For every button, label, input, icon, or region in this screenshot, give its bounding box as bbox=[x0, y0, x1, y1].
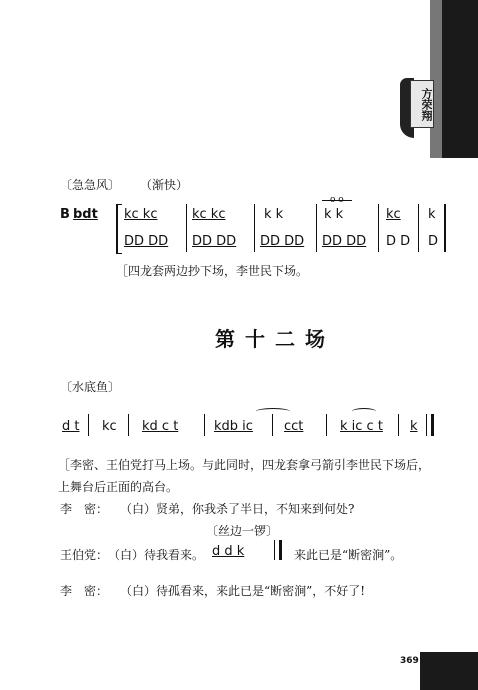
notation-mark: o o bbox=[330, 195, 344, 205]
edge-band bbox=[430, 0, 478, 158]
slur-mark bbox=[352, 408, 376, 415]
tune1-name: 〔急急风〕 bbox=[60, 178, 121, 192]
page-number-tab bbox=[420, 652, 478, 690]
system-bracket bbox=[116, 204, 122, 254]
dialogue-3-text: （白）待孤看来，来此已是“断密涧”，不好了! bbox=[120, 584, 366, 598]
lower-measure-4: DD DD bbox=[322, 234, 367, 249]
dialogue-2-text-b: 来此已是“断密涧”。 bbox=[294, 548, 403, 562]
barline bbox=[88, 414, 89, 436]
speaker-li-mi: 李 密： bbox=[60, 502, 109, 516]
key-label: B bbox=[60, 207, 70, 222]
barline bbox=[316, 204, 317, 252]
key-notes: bdt bbox=[73, 207, 98, 222]
stage-direction-1: ［四龙套两边抄下场，李世民下场。 bbox=[116, 264, 309, 278]
upper-measure-4: k k bbox=[324, 207, 344, 222]
slur-mark bbox=[256, 408, 290, 415]
tune2-measure-2: kc bbox=[102, 419, 117, 434]
final-barline bbox=[426, 414, 434, 436]
tune2-measure-4: kdb ic bbox=[214, 419, 253, 434]
barline bbox=[418, 204, 419, 252]
tune2-measure-3: kd c t bbox=[142, 419, 179, 434]
lower-measure-6: D bbox=[428, 234, 439, 249]
edge-band-light bbox=[430, 0, 442, 158]
lower-measure-2: DD DD bbox=[192, 234, 237, 249]
tune2-measure-5: cct bbox=[284, 419, 304, 434]
lower-measure-3: DD DD bbox=[260, 234, 305, 249]
upper-measure-2: kc kc bbox=[192, 207, 226, 222]
final-barline bbox=[274, 540, 282, 560]
barline bbox=[254, 204, 255, 252]
barline bbox=[272, 414, 273, 436]
stage-direction-2-line2: 上舞台后正面的高台。 bbox=[58, 480, 179, 494]
barline bbox=[128, 414, 129, 436]
upper-measure-3: k k bbox=[264, 207, 284, 222]
lower-measure-1: DD DD bbox=[124, 234, 169, 249]
barline bbox=[378, 204, 379, 252]
percussion-cue: 〔丝边一锣〕 bbox=[206, 524, 279, 538]
upper-measure-1: kc kc bbox=[124, 207, 158, 222]
barline bbox=[186, 204, 187, 252]
final-barline bbox=[444, 204, 446, 252]
scene-title: 第十二场 bbox=[215, 327, 335, 351]
dialogue-2-notes: d d k bbox=[212, 544, 245, 559]
tune1-tempo: （渐快） bbox=[140, 178, 189, 192]
dialogue-1-text: （白）贤弟，你我杀了半日，不知来到何处? bbox=[120, 502, 355, 516]
tune2-measure-7: k bbox=[410, 419, 418, 434]
lower-measure-5: D D bbox=[386, 234, 411, 249]
barline bbox=[204, 414, 205, 436]
speaker-li-mi-2: 李 密： bbox=[60, 584, 109, 598]
stage-direction-2-line1: ［李密、王伯党打马上场。与此同时，四龙套拿弓箭引李世民下场后， bbox=[58, 458, 431, 472]
barline bbox=[398, 414, 399, 436]
speaker-wang-bodang: 王伯党： bbox=[60, 548, 109, 562]
margin-author-label: 方荣翔 bbox=[410, 80, 434, 128]
dialogue-2-text-a: （白）待我看来。 bbox=[108, 548, 205, 562]
upper-measure-6: k bbox=[428, 207, 436, 222]
notation-bracket-line bbox=[322, 200, 352, 207]
page-number: 369 bbox=[400, 656, 419, 666]
tune2-name: 〔水底鱼〕 bbox=[60, 380, 121, 394]
upper-measure-5: kc bbox=[386, 207, 401, 222]
tune2-measure-1: d t bbox=[62, 419, 80, 434]
tune2-measure-6: k ic c t bbox=[340, 419, 383, 434]
barline bbox=[326, 414, 327, 436]
